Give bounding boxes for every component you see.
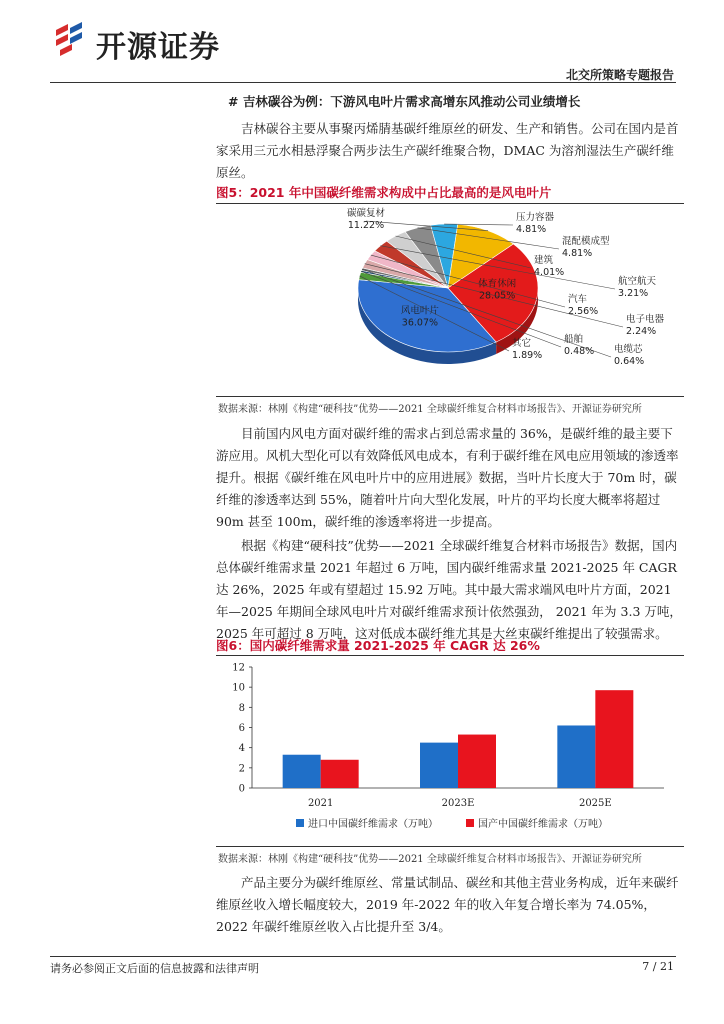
figure6-top-rule — [216, 655, 684, 656]
x-tick-label-0: 2021 — [307, 798, 334, 809]
x-tick-label-2: 2025E — [578, 798, 612, 809]
y-tick-label-2: 4 — [238, 743, 245, 755]
figure5-bottom-rule — [216, 396, 684, 397]
pie-label-value-6: 3.21% — [618, 288, 649, 299]
pie-label-value-4: 2.24% — [626, 326, 657, 337]
pie-label-name-3: 电缆芯 — [614, 344, 643, 355]
bar-2-0 — [557, 725, 595, 788]
pie-label-value-2: 0.48% — [564, 346, 595, 357]
figure6-bottom-rule — [216, 846, 684, 847]
bar-1-1 — [458, 735, 496, 788]
pie-label-name-2: 船舶 — [564, 334, 584, 345]
section-heading: # 吉林碳谷为例：下游风电叶片需求高增东风推动公司业绩增长 — [228, 94, 581, 109]
pie-label-name-7: 建筑 — [534, 255, 554, 266]
pie-label-value-8: 4.81% — [562, 248, 593, 259]
y-tick-label-0: 0 — [238, 783, 245, 795]
pie-label-value-1: 1.89% — [512, 350, 543, 361]
figure5-title: 图5：2021 年中国碳纤维需求构成中占比最高的是风电叶片 — [216, 185, 552, 200]
pie-label-value-7: 4.01% — [534, 267, 565, 278]
bar-chart — [216, 657, 684, 842]
pie-label-value-0: 36.07% — [401, 317, 439, 329]
figure5-source: 数据来源：林刚《构建“硬科技”优势——2021 全球碳纤维复合材料市场报告》、开源证券研究所 — [218, 404, 642, 415]
figure5-top-rule — [216, 203, 684, 204]
pie-label-name-11: 体育休闲 — [478, 278, 517, 290]
y-tick-label-3: 6 — [238, 723, 245, 734]
logo — [52, 22, 92, 58]
y-tick-label-5: 10 — [232, 682, 245, 694]
pie-label-name-4: 电子电器 — [626, 314, 665, 325]
pie-label-name-8: 混配模成型 — [562, 236, 610, 247]
x-tick-label-1: 2023E — [441, 798, 475, 809]
legend-label-1: 国产中国碳纤维需求（万吨） — [478, 819, 608, 830]
paragraph-3: 根据《构建“硬科技”优势——2021 全球碳纤维复合材料市场报告》数据，国内总体碳纤维需求量 2021 年超过 6 万吨，国内碳纤维需求量 2021-2025 年 CAGR 达 26%，2025 年或有望超过 15.92 万吨。其中最大需求端风电叶片方面，2021 年—2025 年期间全球风电叶片对碳纤维需求预计依然强劲， 2021 年为 3.3 万吨，2025 年可超过 8 万吨，这对低成本碳纤维尤其是大丝束碳纤维提出了较强需求。 — [216, 538, 682, 641]
legend-label-0: 进口中国碳纤维需求（万吨） — [308, 819, 438, 830]
footer-rule — [50, 956, 676, 957]
report-type: 北交所策略专题报告 — [565, 68, 674, 82]
page-number: 7 / 21 — [642, 960, 674, 973]
pie-label-value-3: 0.64% — [614, 356, 645, 367]
y-tick-label-1: 2 — [238, 763, 245, 775]
pie-label-name-9: 压力容器 — [516, 212, 555, 223]
pie-label-value-10: 11.22% — [347, 220, 385, 231]
bar-1-0 — [420, 743, 458, 788]
legend-swatch-0 — [296, 819, 304, 827]
bar-2-1 — [595, 690, 633, 788]
header-rule — [50, 82, 676, 83]
logo-mark-icon — [52, 22, 92, 58]
logo-text: 开源证券 — [96, 30, 220, 65]
pie-label-name-6: 航空航天 — [618, 276, 657, 287]
bar-0-1 — [321, 760, 359, 788]
pie-label-name-10: 碳碳复材 — [346, 208, 386, 219]
paragraph-1: 吉林碳谷主要从事聚丙烯腈基碳纤维原丝的研发、生产和销售。公司在国内是首家采用三元水相悬浮聚合两步法生产碳纤维聚合物，DMAC 为溶剂湿法生产碳纤维原丝。 — [216, 121, 679, 180]
pie-label-value-9: 4.81% — [516, 224, 547, 235]
y-tick-label-4: 8 — [238, 702, 245, 714]
paragraph-4: 产品主要分为碳纤维原丝、常量试制品、碳丝和其他主营业务构成，近年来碳纤维原丝收入增长幅度较大，2019 年-2022 年的收入年复合增长率为 74.05%，2022 年碳纤维原丝收入占比提升至 3/4。 — [216, 875, 679, 934]
pie-label-name-0: 风电叶片 — [400, 305, 439, 317]
pie-label-value-5: 2.56% — [568, 306, 599, 317]
legend-swatch-1 — [466, 819, 474, 827]
y-tick-label-6: 12 — [232, 662, 245, 674]
pie-label-value-11: 28.05% — [479, 290, 516, 302]
figure6-title: 图6：国内碳纤维需求量 2021-2025 年 CAGR 达 26% — [216, 638, 540, 653]
footer-disclaimer: 请务必参阅正文后面的信息披露和法律声明 — [50, 962, 259, 975]
pie-chart — [216, 206, 684, 394]
paragraph-2: 目前国内风电方面对碳纤维的需求占到总需求量的 36%，是碳纤维的最主要下游应用。风机大型化可以有效降低风电成本，有利于碳纤维在风电应用领域的渗透率提升。根据《碳纤维在风电叶片中的应用进展》数据，当叶片长度大于 70m 时，碳纤维的渗透率达到 55%，随着叶片向大型化发展，叶片的平均长度大概率将超过 90m 甚至 100m，碳纤维的渗透率将进一步提高。 — [216, 426, 679, 529]
pie-label-name-5: 汽车 — [568, 294, 588, 305]
figure6-source: 数据来源：林刚《构建“硬科技”优势——2021 全球碳纤维复合材料市场报告》、开源证券研究所 — [218, 854, 642, 865]
pie-label-name-1: 其它 — [512, 338, 532, 349]
bar-0-0 — [283, 755, 321, 788]
